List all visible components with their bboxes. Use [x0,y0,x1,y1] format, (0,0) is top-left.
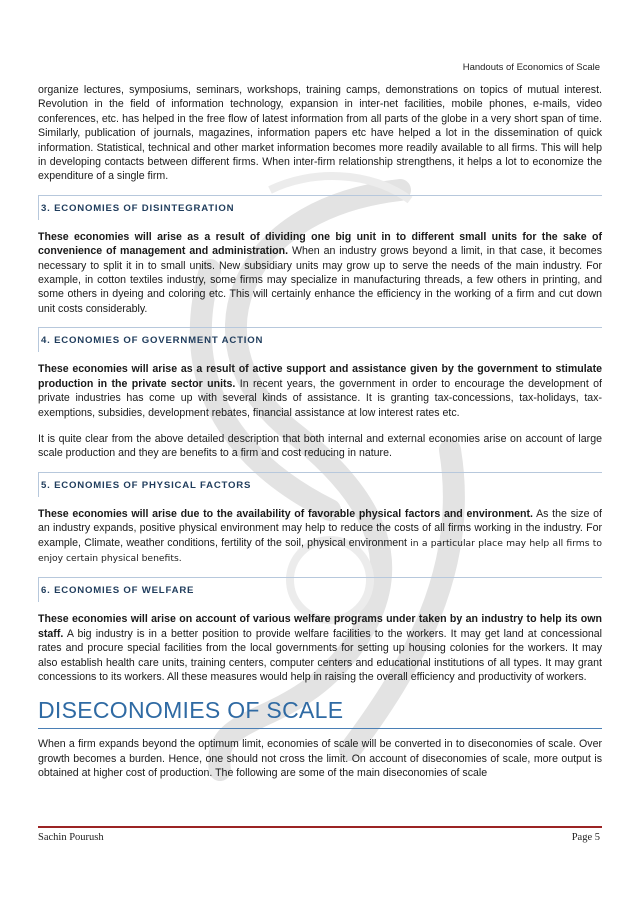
section-heading-welfare [38,577,602,602]
section-heading-text: 5. ECONOMIES OF PHYSICAL FACTORS [41,479,252,491]
section-text: When an industry grows beyond a limit, in that case, it becomes necessary to split it in to small units. New subsidiary units may grow up to serve the needs of the main industry. For example, in cotton textiles industry, some firms may specialize in manufacturing threads, a few others in printing, and some others in dyeing and coloring etc. This will certainly enhance the efficiency in the working of a firm and cut down unit costs considerably. [38,245,602,315]
section-paragraph-summary: It is quite clear from the above detailed description that both internal and external economies arise on account of large scale production and they are benefits to a firm and cost reducing in nature. [38,432,602,460]
section-heading-disintegration [38,195,602,220]
diseconomies-title: DISECONOMIES OF SCALE [38,697,344,724]
section-heading-text: 4. ECONOMIES OF GOVERNMENT ACTION [41,335,264,347]
section-lead: These economies will arise due to the availability of favorable physical factors and environment. [38,507,533,520]
section-lead: These economies will arise as a result of active support and assistance given by the government to stimulate production in the private sector units. [38,363,602,390]
section-lead: These economies will arise as a result of dividing one big unit in to different small units for the sake of convenience of management and administration. [38,230,602,258]
diseconomies-paragraph: When a firm expands beyond the optimum limit, economies of scale will be converted in to diseconomies of scale. Over growth becomes a burden. Hence, one should not cross the limit. On account of diseconomies of scale, more output is obtained at higher cost of production. The following are some of the main diseconomies of scale [38,738,602,780]
section-paragraph-government-action [38,362,602,420]
section-heading-text: 6. ECONOMIES OF WELFARE [41,585,195,597]
intro-paragraph: organize lectures, symposiums, seminars, workshops, training camps, demonstrations on topics of mutual interest. Revolution in the field of information technology, expansion in inter-net facilities, mobile phones, e-mails, video conferences, etc. has helped in the free flow of latest information from all parts of the globe in a very short span of time. Similarly, publication of journals, magazines, information papers etc have helped a lot in the dissemination of quick information. Statistical, technical and other market information becomes more readily available to all firms. This will help in developing contacts between different firms. When inter-firm relationship strengthens, it helps a lot to economize the expenditure of a single firm. [38,84,602,183]
section-text: A big industry is in a better position to provide welfare facilities to the workers. It may get land at concessional rates and procure special facilities from the local governments for setting up housing colonies for the workers. It may also establish health care units, training centers, computer centers and educational institutions of all types. It may grant concessions to its workers. All these measures would help in raising the overall efficiency and productivity of workers. [38,627,602,683]
section-heading-text: 3. ECONOMIES OF DISINTEGRATION [41,202,235,214]
footer-rule [38,826,602,828]
section-text-small: in a particular place may help all firms to enjoy certain physical benefits. [38,537,602,564]
section-paragraph-physical-factors [38,507,602,567]
title-underline [38,728,602,729]
footer-author: Sachin Pourush [38,832,104,843]
footer-page-number: Page 5 [571,832,600,843]
section-heading-government-action [38,327,602,352]
section-heading-physical-factors [38,472,602,497]
section-paragraph-welfare [38,612,602,684]
section-text: As the size of an industry expands, positive physical environment may help to reduce the costs of all firms working in the industry. For example, Climate, weather conditions, fertility of the soil, physical environment [38,507,602,549]
section-text: In recent years, the government in order to encourage the development of private industries has come up with several kinds of assistance. It is granting tax-concessions, tax-holidays, tax-exemptions, subsidies, development rebates, financial assistance at low interest rates etc. [38,377,602,419]
page-header: Handouts of Economics of Scale [462,62,600,73]
page-content [38,83,602,781]
section-lead: These economies will arise on account of various welfare programs under taken by an industry to help its own staff. [38,613,602,640]
section-paragraph-disintegration [38,230,602,316]
